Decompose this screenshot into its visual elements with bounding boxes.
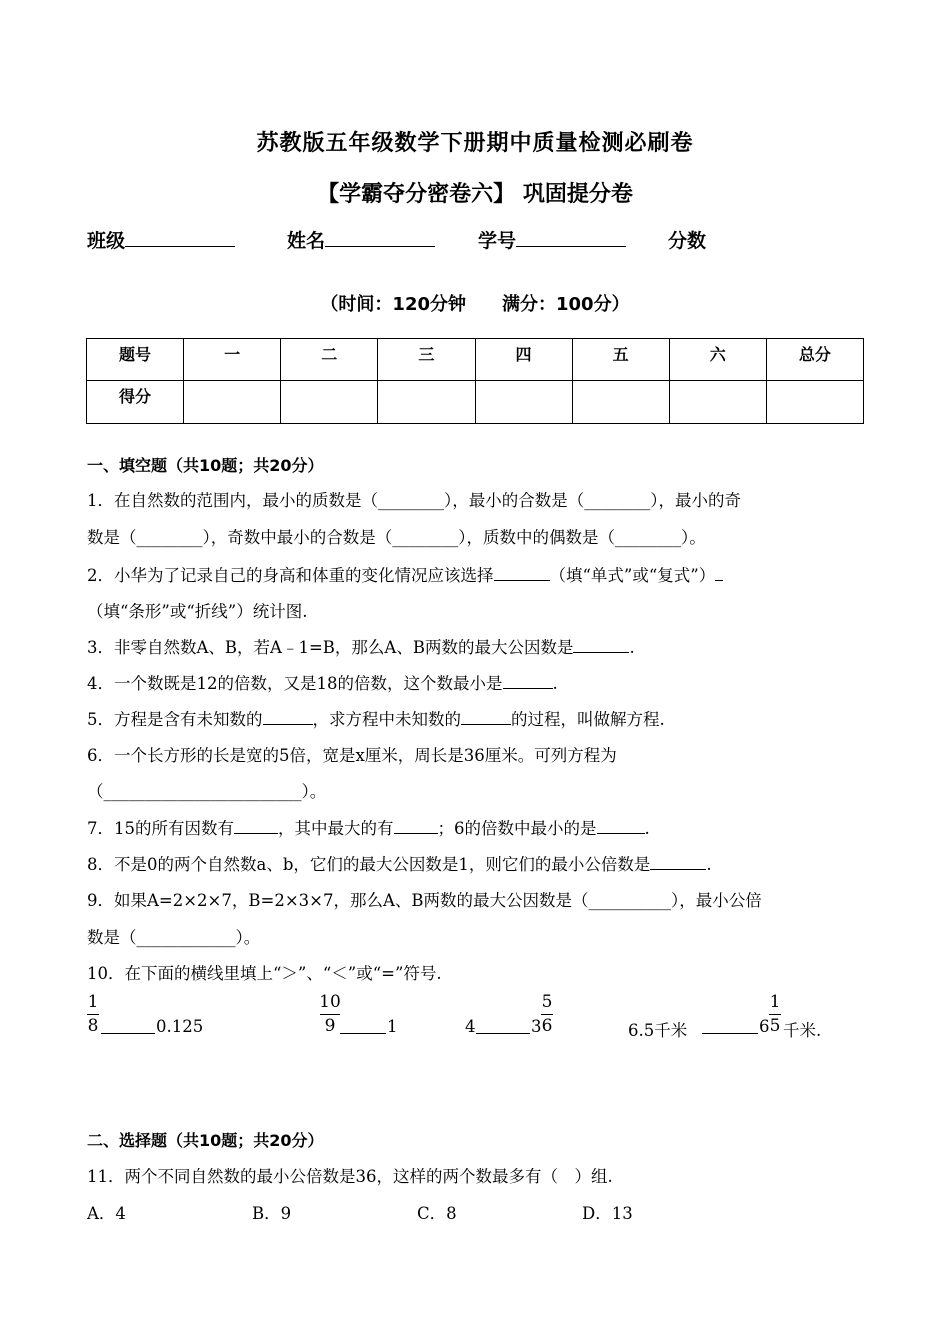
score-table-header: 四 xyxy=(475,339,572,381)
score-cell[interactable] xyxy=(184,381,281,424)
option-d[interactable]: D．13 xyxy=(582,1204,633,1223)
question-5-text-c: 的过程，叫做解方程. xyxy=(511,710,665,729)
fraction-bar xyxy=(320,1014,340,1015)
fraction-denominator: 5 xyxy=(769,1016,781,1036)
question-8-text-b: . xyxy=(706,855,712,874)
score-cell[interactable] xyxy=(572,381,669,424)
question-6-line-1: 6．一个长方形的长是宽的5倍，宽是x厘米，周长是36厘米。可列方程为 xyxy=(87,746,617,765)
question-7 xyxy=(87,815,650,839)
fraction-denominator: 8 xyxy=(87,1016,99,1036)
question-7-text-d: . xyxy=(644,819,650,838)
score-table-header-row xyxy=(87,339,864,381)
comparison-2-blank[interactable] xyxy=(340,1033,386,1034)
score-cell[interactable] xyxy=(669,381,766,424)
name-field xyxy=(287,226,435,253)
question-9-line-2: 数是（____________）。 xyxy=(87,928,261,947)
name-label: 姓名 xyxy=(287,230,326,252)
fraction-denominator: 9 xyxy=(324,1016,336,1036)
score-table-header: 题号 xyxy=(87,339,184,381)
score-table-score-row xyxy=(87,381,864,424)
question-9-line-1: 9．如果A=2×2×7，B=2×3×7，那么A、B两数的最大公因数是（__________），最小公倍 xyxy=(87,891,762,910)
comparison-3-blank[interactable] xyxy=(476,1033,530,1034)
fraction-numerator: 10 xyxy=(319,992,341,1012)
exam-subtitle: 【学霸夺分密卷六】 巩固提分卷 xyxy=(317,182,633,207)
class-field xyxy=(87,226,235,253)
question-4-text-b: . xyxy=(552,674,558,693)
section-2-title: 二、选择题（共10题；共20分） xyxy=(87,1131,324,1150)
fraction-numerator: 1 xyxy=(769,992,781,1012)
fraction-denominator: 6 xyxy=(541,1016,553,1036)
comparison-1-right: 0.125 xyxy=(156,1017,204,1036)
question-3-text-b: . xyxy=(629,638,635,657)
student-id-field xyxy=(478,226,626,253)
question-7-blank-1[interactable] xyxy=(234,819,278,834)
comparison-3-left: 4 xyxy=(465,1017,476,1036)
id-label: 学号 xyxy=(478,230,517,252)
fraction-numerator: 5 xyxy=(541,992,553,1012)
score-table-header: 二 xyxy=(281,339,378,381)
fraction-bar xyxy=(769,1014,781,1015)
question-4-blank[interactable] xyxy=(503,674,553,689)
question-10: 10．在下面的横线里填上“＞”、“＜”或“=”符号. xyxy=(87,964,442,983)
question-5 xyxy=(87,706,665,730)
question-3-blank[interactable] xyxy=(573,638,629,653)
comparison-1-blank[interactable] xyxy=(101,1033,155,1034)
comparison-4-left: 6.5千米 xyxy=(628,1021,688,1040)
exam-title: 苏教版五年级数学下册期中质量检测必刷卷 xyxy=(256,131,694,156)
class-label: 班级 xyxy=(87,230,126,252)
score-cell[interactable] xyxy=(378,381,475,424)
question-7-text-a: 7．15的所有因数有 xyxy=(87,819,234,838)
question-11: 11．两个不同自然数的最小公倍数是36，这样的两个数最多有（ ）组. xyxy=(87,1167,613,1186)
question-7-blank-3[interactable] xyxy=(597,819,645,834)
question-7-text-c: ；6的倍数中最小的是 xyxy=(437,819,597,838)
question-2-line-1 xyxy=(87,562,723,586)
fraction-bar xyxy=(87,1014,99,1015)
comparison-4-blank[interactable] xyxy=(702,1033,758,1034)
option-a[interactable]: A．4 xyxy=(87,1204,126,1223)
question-2-text-a: 2．小华为了记录自己的身高和体重的变化情况应该选择 xyxy=(87,566,494,585)
question-4-text-a: 4．一个数既是12的倍数，又是18的倍数，这个数最小是 xyxy=(87,674,503,693)
fraction-numerator: 1 xyxy=(87,992,99,1012)
question-1-line-2: 数是（________），奇数中最小的合数是（________），质数中的偶数是（________）。 xyxy=(87,528,706,547)
question-2-text-b: （填“单式”或“复式”） xyxy=(549,566,716,585)
score-table-header: 总分 xyxy=(766,339,863,381)
question-7-blank-2[interactable] xyxy=(394,819,438,834)
comparison-3-whole: 3 xyxy=(531,1017,542,1036)
option-b[interactable]: B．9 xyxy=(252,1204,292,1223)
score-row-label: 得分 xyxy=(87,381,184,424)
question-2-line-2: （填“条形”或“折线”）统计图. xyxy=(87,602,308,621)
question-7-text-b: ，其中最大的有 xyxy=(278,819,394,838)
question-2-blank-2[interactable] xyxy=(715,566,723,581)
score-cell[interactable] xyxy=(475,381,572,424)
question-3 xyxy=(87,634,635,658)
question-2-blank-1[interactable] xyxy=(494,566,550,581)
question-5-text-a: 5．方程是含有未知数的 xyxy=(87,710,263,729)
question-6-line-2: （________________________）。 xyxy=(87,782,327,801)
id-blank[interactable] xyxy=(516,228,626,247)
score-table-header: 三 xyxy=(378,339,475,381)
comparison-4-whole: 6 xyxy=(759,1017,770,1036)
option-c[interactable]: C．8 xyxy=(417,1204,457,1223)
question-5-blank-2[interactable] xyxy=(461,710,511,725)
question-4 xyxy=(87,670,558,694)
score-table-header: 六 xyxy=(669,339,766,381)
score-field xyxy=(668,226,706,253)
name-blank[interactable] xyxy=(325,228,435,247)
score-table-header: 一 xyxy=(184,339,281,381)
question-8-text-a: 8．不是0的两个自然数a、b，它们的最大公因数是1，则它们的最小公倍数是 xyxy=(87,855,651,874)
comparison-2-right: 1 xyxy=(387,1017,398,1036)
score-label: 分数 xyxy=(668,230,707,252)
score-cell[interactable] xyxy=(766,381,863,424)
comparison-4-unit: 千米. xyxy=(783,1021,822,1040)
question-3-text-a: 3．非零自然数A、B，若A﹣1=B，那么A、B两数的最大公因数是 xyxy=(87,638,574,657)
time-info: （时间：120分钟 满分：100分） xyxy=(320,294,630,315)
question-1-line-1: 1．在自然数的范围内，最小的质数是（________），最小的合数是（________），最小的奇 xyxy=(87,491,741,510)
question-5-blank-1[interactable] xyxy=(263,710,313,725)
score-cell[interactable] xyxy=(281,381,378,424)
question-8-blank[interactable] xyxy=(650,855,706,870)
question-8 xyxy=(87,851,712,875)
score-table-header: 五 xyxy=(572,339,669,381)
section-1-title: 一、填空题（共10题；共20分） xyxy=(87,456,324,475)
class-blank[interactable] xyxy=(125,228,235,247)
score-table xyxy=(86,338,864,424)
fraction-bar xyxy=(541,1014,553,1015)
question-5-text-b: ，求方程中未知数的 xyxy=(312,710,461,729)
